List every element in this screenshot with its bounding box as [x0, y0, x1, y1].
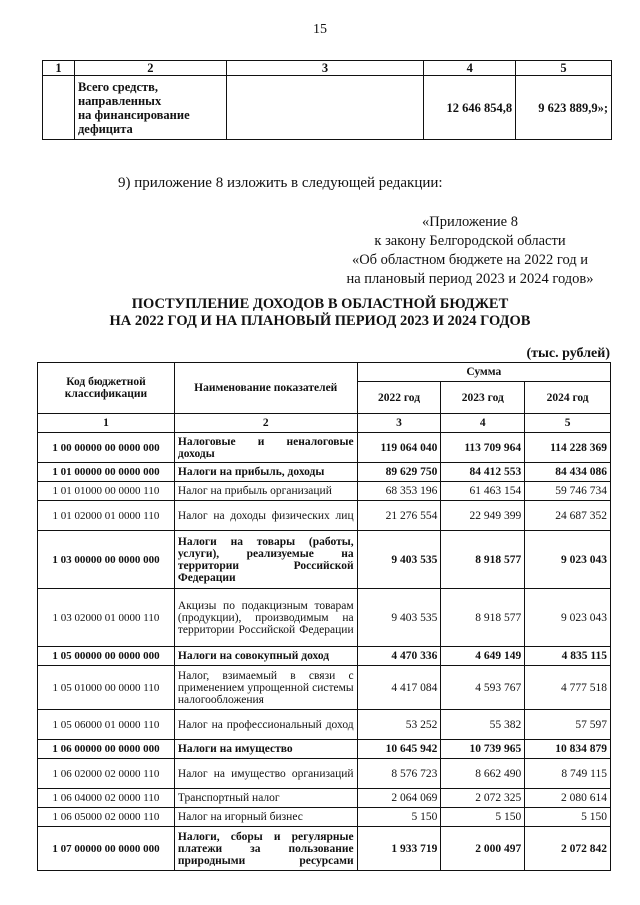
row-name: Налоги на товары (работы, услуги), реализуемые на территории Российской Федерации	[174, 531, 357, 589]
row-value-2022: 5 150	[357, 808, 441, 827]
row-value-2024: 84 434 086	[525, 463, 611, 482]
top-table-row	[43, 76, 612, 140]
row-name: Налог на имущество организаций	[174, 759, 357, 789]
row-name: Налог на прибыль организаций	[174, 482, 357, 501]
document-title	[0, 296, 640, 330]
row-value-2022: 4 417 084	[357, 666, 441, 710]
header-2024: 2024 год	[525, 382, 611, 414]
title-line-2: НА 2022 ГОД И НА ПЛАНОВЫЙ ПЕРИОД 2023 И 2024 ГОДОВ	[109, 313, 531, 329]
row-value-2024: 9 023 043	[525, 531, 611, 589]
annex-line-1: «Приложение 8	[422, 214, 518, 230]
row-code: 1 05 01000 00 0000 110	[38, 666, 175, 710]
table-row	[38, 433, 611, 463]
header-sum: Сумма	[357, 363, 610, 382]
row-value-2022: 4 470 336	[357, 647, 441, 666]
row-name: Транспортный налог	[174, 789, 357, 808]
row-value-2024: 10 834 879	[525, 740, 611, 759]
row-value-2024: 9 023 043	[525, 589, 611, 647]
row-code: 1 06 02000 02 0000 110	[38, 759, 175, 789]
row-value-2022: 53 252	[357, 710, 441, 740]
top-col-4: 4	[424, 61, 516, 76]
row-value-2024: 59 746 734	[525, 482, 611, 501]
row-name: Налоги на прибыль, доходы	[174, 463, 357, 482]
row-value-2023: 5 150	[441, 808, 525, 827]
table-row	[38, 710, 611, 740]
row-value-2024: 4 835 115	[525, 647, 611, 666]
row-value-2023: 22 949 399	[441, 501, 525, 531]
table-row	[38, 531, 611, 589]
row-code: 1 03 00000 00 0000 000	[38, 531, 175, 589]
annex-line-3: «Об областном бюджете на 2022 год и	[351, 252, 589, 268]
row-value-2022: 89 629 750	[357, 463, 441, 482]
row-value-2024: 2 080 614	[525, 789, 611, 808]
title-line-1: ПОСТУПЛЕНИЕ ДОХОДОВ В ОБЛАСТНОЙ БЮДЖЕТ	[131, 296, 509, 312]
row-name: Налог, взимаемый в связи с применением упрощенной системы налогообложения	[174, 666, 357, 710]
row-value-2022: 1 933 719	[357, 827, 441, 871]
row-value-2022: 10 645 942	[357, 740, 441, 759]
row-value-2024: 24 687 352	[525, 501, 611, 531]
row-name: Налог на игорный бизнес	[174, 808, 357, 827]
table-row	[38, 759, 611, 789]
row-value-2023: 55 382	[441, 710, 525, 740]
row-value-2024: 57 597	[525, 710, 611, 740]
row-value-2022: 9 403 535	[357, 589, 441, 647]
top-col-1: 1	[43, 61, 75, 76]
top-col-3: 3	[226, 61, 423, 76]
row-value-2024: 114 228 369	[525, 433, 611, 463]
row-value-2024: 8 749 115	[525, 759, 611, 789]
row-value-2024: 5 150	[525, 808, 611, 827]
row-value-2023: 61 463 154	[441, 482, 525, 501]
row-value-2023: 4 593 767	[441, 666, 525, 710]
header-name: Наименование показателей	[174, 363, 357, 414]
row-value-2023: 4 649 149	[441, 647, 525, 666]
row-value-2023: 84 412 553	[441, 463, 525, 482]
row-code: 1 01 01000 00 0000 110	[38, 482, 175, 501]
row-code: 1 06 05000 02 0000 110	[38, 808, 175, 827]
colnum-5: 5	[525, 414, 611, 433]
header-2022: 2022 год	[357, 382, 441, 414]
table-row	[38, 827, 611, 871]
row-name: Налоги на имущество	[174, 740, 357, 759]
top-row-c3	[226, 76, 423, 140]
colnum-4: 4	[441, 414, 525, 433]
table-row	[38, 666, 611, 710]
row-value-2022: 9 403 535	[357, 531, 441, 589]
header-row-1	[38, 363, 611, 382]
row-value-2022: 68 353 196	[357, 482, 441, 501]
row-value-2023: 10 739 965	[441, 740, 525, 759]
row-name: Налоги, сборы и регулярные платежи за пользование природными ресурсами	[174, 827, 357, 871]
colnum-1: 1	[38, 414, 175, 433]
annex-line-4: на плановый период 2023 и 2024 годов»	[346, 271, 594, 287]
colnum-3: 3	[357, 414, 441, 433]
table-row	[38, 589, 611, 647]
top-col-2: 2	[74, 61, 226, 76]
header-2023: 2023 год	[441, 382, 525, 414]
row-value-2023: 8 918 577	[441, 589, 525, 647]
row-name: Налог на доходы физических лиц	[174, 501, 357, 531]
row-code: 1 05 00000 00 0000 000	[38, 647, 175, 666]
row-value-2024: 4 777 518	[525, 666, 611, 710]
colnum-2: 2	[174, 414, 357, 433]
instruction-text: 9) приложение 8 изложить в следующей редакции:	[118, 175, 443, 191]
row-value-2023: 8 918 577	[441, 531, 525, 589]
top-row-label: Всего средств, направленных на финансирование дефицита	[74, 76, 226, 140]
row-name: Акцизы по подакцизным товарам (продукции), производимым на территории Российской Федерации	[174, 589, 357, 647]
table-row	[38, 463, 611, 482]
column-number-row	[38, 414, 611, 433]
row-code: 1 00 00000 00 0000 000	[38, 433, 175, 463]
top-table-header-row	[43, 61, 612, 76]
row-value-2022: 2 064 069	[357, 789, 441, 808]
row-code: 1 01 00000 00 0000 000	[38, 463, 175, 482]
row-code: 1 01 02000 01 0000 110	[38, 501, 175, 531]
row-code: 1 03 02000 01 0000 110	[38, 589, 175, 647]
top-row-c1	[43, 76, 75, 140]
row-value-2022: 21 276 554	[357, 501, 441, 531]
row-name: Налог на профессиональный доход	[174, 710, 357, 740]
row-name: Налоговые и неналоговые доходы	[174, 433, 357, 463]
revenue-table	[37, 362, 611, 871]
table-row	[38, 789, 611, 808]
page-number: 15	[313, 22, 327, 37]
units-label: (тыс. рублей)	[526, 346, 610, 361]
annex-block	[330, 213, 610, 289]
row-value-2024: 2 072 842	[525, 827, 611, 871]
row-code: 1 05 06000 01 0000 110	[38, 710, 175, 740]
row-value-2023: 2 072 325	[441, 789, 525, 808]
row-code: 1 07 00000 00 0000 000	[38, 827, 175, 871]
table-row	[38, 482, 611, 501]
header-code: Код бюджетной классификации	[38, 363, 175, 414]
row-value-2022: 8 576 723	[357, 759, 441, 789]
row-code: 1 06 00000 00 0000 000	[38, 740, 175, 759]
row-name: Налоги на совокупный доход	[174, 647, 357, 666]
table-row	[38, 501, 611, 531]
top-row-v1: 12 646 854,8	[424, 76, 516, 140]
row-code: 1 06 04000 02 0000 110	[38, 789, 175, 808]
top-table	[42, 60, 612, 140]
table-row	[38, 808, 611, 827]
row-value-2022: 119 064 040	[357, 433, 441, 463]
row-value-2023: 2 000 497	[441, 827, 525, 871]
top-col-5: 5	[516, 61, 612, 76]
annex-line-2: к закону Белгородской области	[374, 233, 566, 249]
table-row	[38, 647, 611, 666]
top-row-v2: 9 623 889,9»;	[516, 76, 612, 140]
table-row	[38, 740, 611, 759]
row-value-2023: 113 709 964	[441, 433, 525, 463]
row-value-2023: 8 662 490	[441, 759, 525, 789]
